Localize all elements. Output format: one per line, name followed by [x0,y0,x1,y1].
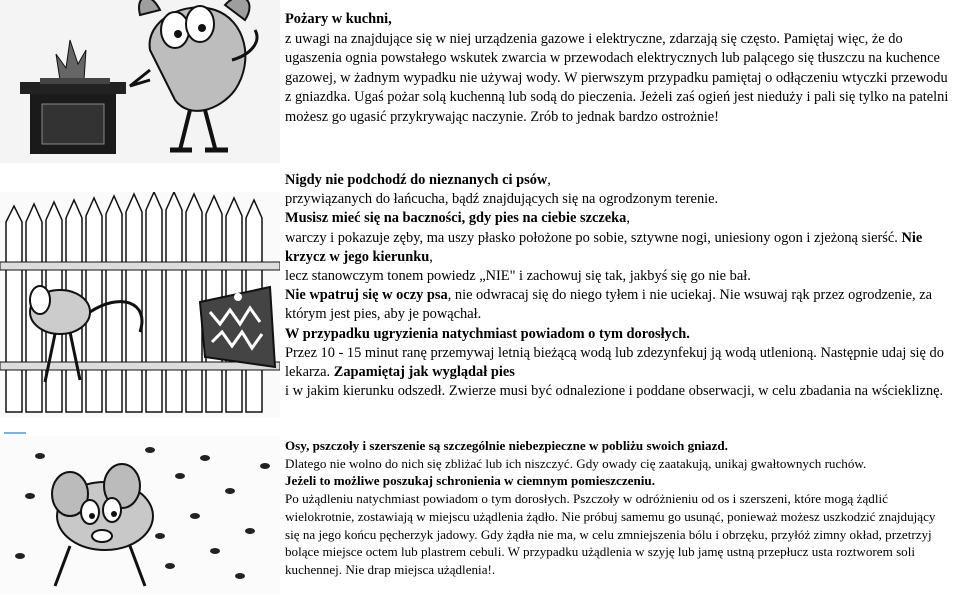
dogs-text-4: warczy i pokazuje zęby, ma uszy płasko położone po sobie, sztywne nogi, uniesiony ogon i zjeżoną sierść. [285,229,898,246]
dogs-heading-4: Nie wpatruj się w oczy psa [285,287,448,304]
bees-heading-1: Osy, pszczoły i szerszenie są szczególnie niebezpieczne w pobliżu swoich gniazd. [285,438,728,453]
dogs-heading-6: Zapamiętaj jak wyglądał pies [333,364,515,381]
dogs-heading-1: Nigdy nie podchodź do nieznanych ci psów [285,172,548,188]
dogs-text-6: lecz stanowczym tonem powiedz „NIE" i zachowuj się tak, jakbyś się go nie bał. [285,268,751,285]
kitchen-fire-heading: Pożary w kuchni, [285,11,392,27]
dogs-heading-3: Nie krzycz w jego kierunku [285,229,923,265]
dogs-text-1: , [547,172,551,188]
bees-heading-2: Jeżeli to możliwe poszukaj schronienia w ciemnym pomieszczeniu. [285,473,655,489]
decorative-line [4,432,26,434]
dogs-text-8: Przez 10 - 15 minut ranę przemywaj letnią bieżącą wodą lub zdezynfekuj ją wodą utlenioną. Następnie udaj się do lekarza. [285,344,944,381]
bees-illustration [0,436,280,595]
dogs-text-3: , [626,210,630,227]
dogs-text-5: , [429,248,433,265]
dogs-heading-5: W przypadku ugryzienia natychmiast powiadom o tym dorosłych. [285,325,690,342]
dogs-text-9: i w jakim kierunku odszedł. Zwierze musi być odnalezione i poddane obserwacji, w celu zbadania na wściekliznę. [285,383,944,400]
kitchen-fire-body: z uwagi na znajdujące się w niej urządzenia gazowe i elektryczne, zdarzają się często. Pamiętaj więc, że do ugaszenia ognia powstałego wskutek zwarcia w przewodach elektrycznych lub palącego się tłuszczu na kuchence gazowej, w żadnym wypadku nie używaj wody. W pierwszym przypadku pamiętaj o odłączeniu wtyczki przewodu z gniazdka. Ugaś pożar solą kuchenną lub sodą do pieczenia. Jeżeli zaś ogień jest nieduży i pali się tylko na patelni możesz go ugasić przykrywając naczynie. Zrób to jednak bardzo ostrożnie! [285,30,949,125]
bees-text-1: Dlatego nie wolno do nich się zbliżać lub ich niszczyć. Gdy owady cię zaatakują, unikaj gwałtownych ruchów. [285,455,867,471]
bees-text-2: Po użądleniu natychmiast powiadom o tym dorosłych. Pszczoły w odróżnieniu od os i szerszeni, które mogą żądlić wielokrotnie, zostawiają w miejscu użądlenia żądło. Nie próbuj samemu go usunąć, ponieważ możesz uszkodzić znajdujący się na jego końcu pęcherzyk jadowy. Gdy żądła nie ma, w celu zmniejszenia bólu i obrzęku, przyłóż zimny okład, przetrzyj bolące miejsce octem lub plastrem cebuli. W przypadku użądlenia w szyję lub jamę ustną przepłucz usta roztworem soli kuchennej. Nie drap miejsca użądlenia!. [285,491,936,577]
kitchen-fire-illustration [0,0,280,163]
kitchen-fire-section [285,10,953,128]
dogs-heading-2: Musisz mieć się na baczności, gdy pies na ciebie szczeka [285,210,627,227]
dogs-text-7: , nie odwracaj się do niego tyłem i nie uciekaj. Nie wsuwaj rąk przez ogrodzenie, za którym jest pies, aby je powąchał. [285,287,932,323]
dogs-text-2: przywiązanych do łańcucha, bądź znajdujących się na ogrodzonym terenie. [285,191,719,208]
dogs-section [285,171,953,401]
dog-fence-illustration [0,192,280,418]
bees-section [285,437,953,579]
